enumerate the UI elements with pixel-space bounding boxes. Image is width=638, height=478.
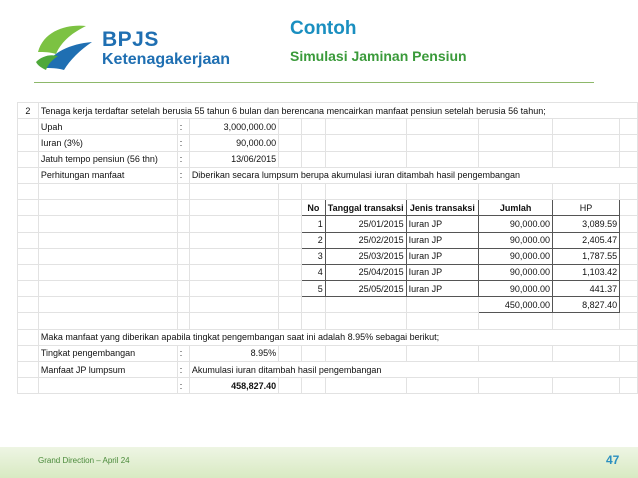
- row-hp: 1,787.55: [552, 248, 619, 264]
- row-hp: 1,103.42: [552, 264, 619, 280]
- header-jenis: Jenis transaksi: [406, 200, 479, 216]
- header-jumlah: Jumlah: [479, 200, 553, 216]
- header-hp: HP: [552, 200, 619, 216]
- row-jenis: Iuran JP: [406, 216, 479, 232]
- manfaat-value-row: [18, 378, 638, 394]
- row-hp: 3,089.59: [552, 216, 619, 232]
- blank-row: [18, 183, 638, 199]
- row-tanggal: 25/03/2015: [325, 248, 406, 264]
- row-jenis: Iuran JP: [406, 232, 479, 248]
- upah-value: 3,000,000.00: [189, 119, 278, 135]
- row-tanggal: 25/02/2015: [325, 232, 406, 248]
- total-row: [18, 297, 638, 313]
- intro-number: 2: [18, 103, 39, 119]
- perhitungan-label: Perhitungan manfaat: [38, 167, 177, 183]
- perhitungan-text: Diberikan secara lumpsum berupa akumulasi iuran ditambah hasil pengembangan: [189, 167, 637, 183]
- header-tanggal: Tanggal transaksi: [325, 200, 406, 216]
- colon: :: [177, 167, 189, 183]
- table-row: [18, 216, 638, 232]
- total-hp: 8,827.40: [552, 297, 619, 313]
- table-row: [18, 264, 638, 280]
- row-jenis: Iuran JP: [406, 248, 479, 264]
- row-jumlah: 90,000.00: [479, 281, 553, 297]
- footer-text: Grand Direction – April 24: [38, 456, 130, 465]
- colon: :: [177, 135, 189, 151]
- page-title: Contoh: [290, 18, 357, 39]
- manfaat-label: Manfaat JP lumpsum: [38, 362, 177, 378]
- colon: :: [177, 151, 189, 167]
- total-jumlah: 450,000.00: [479, 297, 553, 313]
- bpjs-logo: [34, 22, 244, 72]
- manfaat-value: 458,827.40: [189, 378, 278, 394]
- table-row: [18, 281, 638, 297]
- spreadsheet: [17, 102, 638, 394]
- colon: :: [177, 119, 189, 135]
- row-jumlah: 90,000.00: [479, 248, 553, 264]
- table-row: [18, 232, 638, 248]
- maka-row: [18, 329, 638, 345]
- bpjs-leaf-icon: [34, 22, 96, 72]
- logo-text-bpjs: BPJS: [102, 28, 159, 51]
- jatuh-tempo-value: 13/06/2015: [189, 151, 278, 167]
- tingkat-value: 8.95%: [189, 345, 278, 361]
- row-jenis: Iuran JP: [406, 281, 479, 297]
- table-row: [18, 248, 638, 264]
- colon: :: [177, 345, 189, 361]
- row-jumlah: 90,000.00: [479, 232, 553, 248]
- row-tanggal: 25/01/2015: [325, 216, 406, 232]
- maka-text: Maka manfaat yang diberikan apabila tingkat pengembangan saat ini adalah 8.95% sebagai berikut;: [38, 329, 637, 345]
- manfaat-row: [18, 362, 638, 378]
- iuran-row: [18, 135, 638, 151]
- intro-text: Tenaga kerja terdaftar setelah berusia 55 tahun 6 bulan dan berencana mencairkan manfaat pensiun setelah berusia 56 tahun;: [38, 103, 637, 119]
- row-jumlah: 90,000.00: [479, 216, 553, 232]
- row-no: 1: [302, 216, 326, 232]
- colon: :: [177, 362, 189, 378]
- row-jenis: Iuran JP: [406, 264, 479, 280]
- header-divider: [34, 82, 594, 83]
- tingkat-row: [18, 345, 638, 361]
- iuran-value: 90,000.00: [189, 135, 278, 151]
- row-tanggal: 25/04/2015: [325, 264, 406, 280]
- row-hp: 2,405.47: [552, 232, 619, 248]
- perhitungan-row: [18, 167, 638, 183]
- row-no: 2: [302, 232, 326, 248]
- jatuh-tempo-label: Jatuh tempo pensiun (56 thn): [38, 151, 177, 167]
- colon: :: [177, 378, 189, 394]
- row-no: 4: [302, 264, 326, 280]
- upah-label: Upah: [38, 119, 177, 135]
- upah-row: [18, 119, 638, 135]
- header-no: No: [302, 200, 326, 216]
- row-hp: 441.37: [552, 281, 619, 297]
- logo-text-ketenagakerjaan: Ketenagakerjaan: [102, 51, 231, 68]
- iuran-label: Iuran (3%): [38, 135, 177, 151]
- row-no: 5: [302, 281, 326, 297]
- jatuh-tempo-row: [18, 151, 638, 167]
- row-jumlah: 90,000.00: [479, 264, 553, 280]
- page-number: 47: [606, 453, 620, 467]
- row-tanggal: 25/05/2015: [325, 281, 406, 297]
- row-no: 3: [302, 248, 326, 264]
- tingkat-label: Tingkat pengembangan: [38, 345, 177, 361]
- intro-row: [18, 103, 638, 119]
- page-subtitle: Simulasi Jaminan Pensiun: [290, 48, 467, 64]
- table-header-row: [18, 200, 638, 216]
- manfaat-text: Akumulasi iuran ditambah hasil pengembangan: [189, 362, 637, 378]
- blank-row: [18, 313, 638, 329]
